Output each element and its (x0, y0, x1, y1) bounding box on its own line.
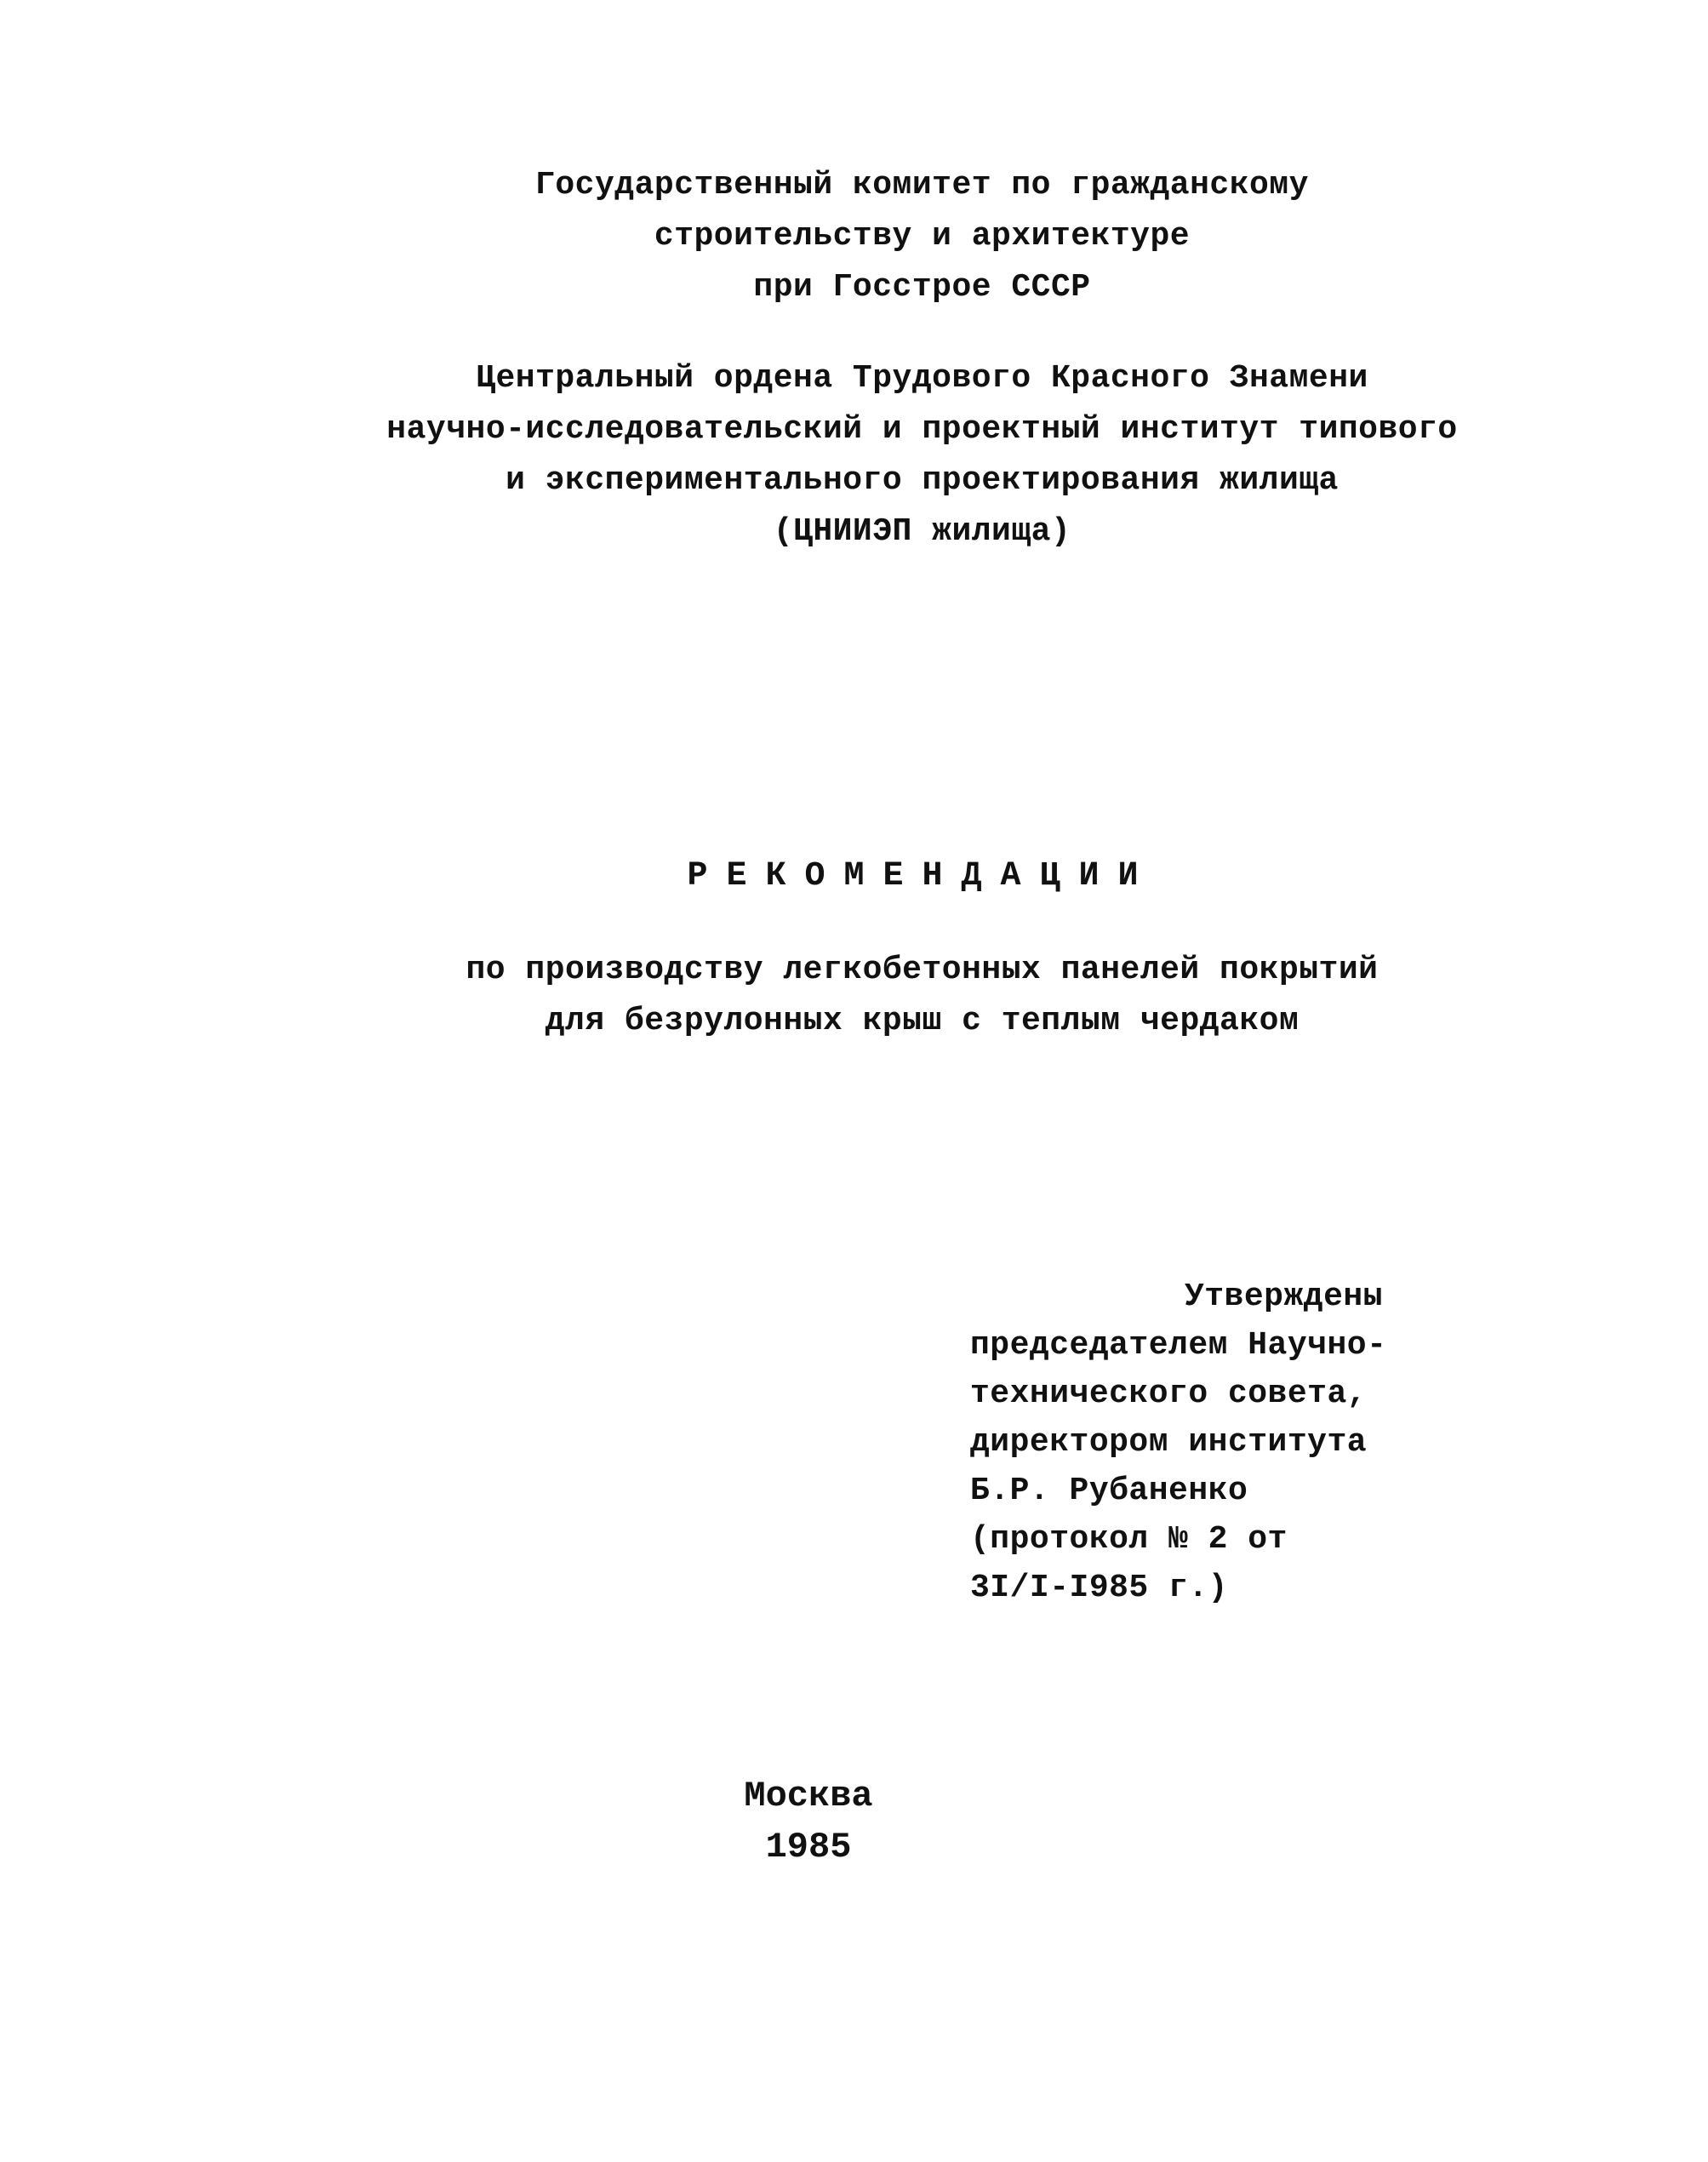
committee-line: Государственный комитет по гражданскому (535, 167, 1309, 203)
publication-year: 1985 (765, 1827, 852, 1867)
institute-line: и экспериментального проектирования жилища (506, 462, 1339, 499)
committee-line: строительству и архитектуре (654, 218, 1191, 255)
approval-line: председателем Научно- (970, 1327, 1387, 1364)
committee-header (68, 160, 1708, 313)
institute-line: (ЦНИИЭП жилища) (773, 513, 1071, 550)
approval-line: технического совета, (970, 1376, 1368, 1412)
approval-line: Б.Р. Рубаненко (970, 1473, 1248, 1509)
approval-line: Утверждены (1184, 1278, 1383, 1315)
committee-line: при Госстрое СССР (753, 269, 1091, 306)
publication-place (698, 1770, 919, 1873)
approval-line: 3I/I-I985 г.) (970, 1570, 1228, 1606)
document-title: РЕКОМЕНДАЦИИ (687, 857, 1157, 895)
approval-note (970, 1273, 1447, 1612)
subtitle-line: для безрулонных крыш с теплым чердаком (545, 1003, 1300, 1039)
document-subtitle (68, 945, 1708, 1047)
institute-line: Центральный ордена Трудового Красного Знамени (476, 360, 1368, 397)
subtitle-line: по производству легкобетонных панелей покрытий (466, 952, 1379, 988)
institute-line: научно-исследовательский и проектный институт типового (386, 411, 1458, 448)
approval-line: (протокол № 2 от (970, 1521, 1288, 1558)
institute-header (68, 353, 1708, 558)
city-name: Москва (744, 1776, 873, 1816)
approval-line: директором института (970, 1424, 1368, 1461)
